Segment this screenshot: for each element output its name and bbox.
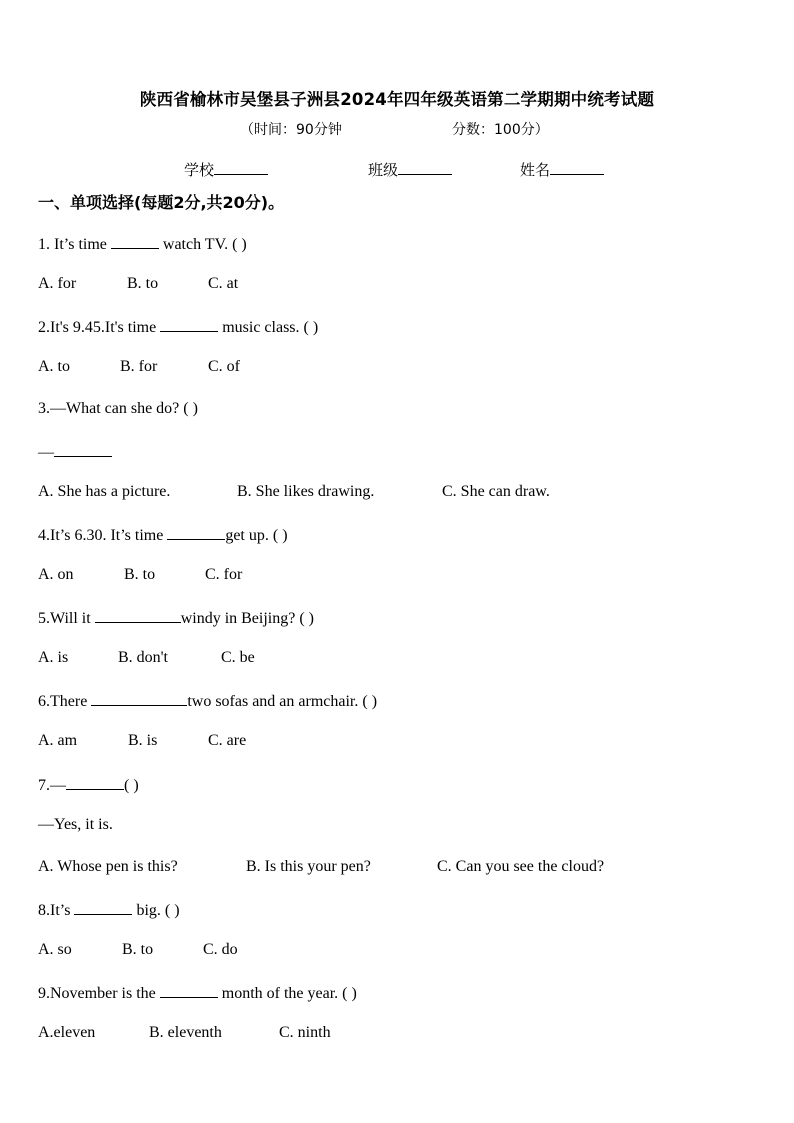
q7-text-end: ( ) bbox=[124, 777, 139, 794]
q3-option-a[interactable]: A. She has a picture. bbox=[38, 483, 171, 500]
q3-answer-line bbox=[38, 441, 112, 463]
q5-option-a[interactable]: A. is bbox=[38, 649, 69, 666]
q5-text: 5.Will it bbox=[38, 610, 95, 627]
question-7 bbox=[38, 774, 139, 796]
name-label: 姓名 bbox=[520, 161, 551, 179]
q2-blank[interactable] bbox=[160, 316, 218, 332]
q4-option-c[interactable]: C. for bbox=[205, 566, 243, 583]
q3-dash: — bbox=[38, 444, 54, 461]
q1-text-end: watch TV. ( ) bbox=[158, 236, 247, 253]
q5-text-end: windy in Beijing? ( ) bbox=[180, 610, 314, 627]
q4-text: 4.It’s 6.30. It’s time bbox=[38, 527, 168, 544]
q2-text: 2.It's 9.45.It's time bbox=[38, 319, 161, 336]
q6-option-c[interactable]: C. are bbox=[208, 732, 247, 749]
q4-text-end: get up. ( ) bbox=[225, 527, 288, 544]
q3-option-b[interactable]: B. She likes drawing. bbox=[237, 483, 375, 500]
q9-option-b[interactable]: B. eleventh bbox=[149, 1024, 222, 1041]
q8-text: 8.It’s bbox=[38, 902, 75, 919]
q1-option-a[interactable]: A. for bbox=[38, 275, 77, 292]
q8-option-c[interactable]: C. do bbox=[203, 941, 238, 958]
q2-text-end: music class. ( ) bbox=[218, 319, 319, 336]
school-blank[interactable] bbox=[214, 160, 268, 175]
q8-option-a[interactable]: A. so bbox=[38, 941, 72, 958]
name-blank[interactable] bbox=[550, 160, 604, 175]
q8-text-end: big. ( ) bbox=[132, 902, 180, 919]
question-9 bbox=[38, 982, 357, 1004]
q2-option-a[interactable]: A. to bbox=[38, 358, 70, 375]
q8-blank[interactable] bbox=[74, 899, 132, 915]
q1-blank[interactable] bbox=[111, 233, 159, 249]
q3-blank[interactable] bbox=[54, 441, 112, 457]
section-heading: 一、单项选择(每题2分,共20分)。 bbox=[38, 193, 285, 212]
q8-option-b[interactable]: B. to bbox=[122, 941, 154, 958]
q1-option-c[interactable]: C. at bbox=[208, 275, 239, 292]
q6-blank[interactable] bbox=[91, 690, 187, 706]
class-blank[interactable] bbox=[398, 160, 452, 175]
q9-blank[interactable] bbox=[160, 982, 218, 998]
q2-option-b[interactable]: B. for bbox=[120, 358, 158, 375]
q3-option-c[interactable]: C. She can draw. bbox=[442, 483, 550, 500]
class-field[interactable] bbox=[368, 159, 452, 180]
q7-option-a[interactable]: A. Whose pen is this? bbox=[38, 858, 178, 875]
q5-option-c[interactable]: C. be bbox=[221, 649, 255, 666]
q2-option-c[interactable]: C. of bbox=[208, 358, 240, 375]
school-label: 学校 bbox=[184, 161, 215, 179]
question-6 bbox=[38, 690, 377, 712]
q6-option-a[interactable]: A. am bbox=[38, 732, 78, 749]
q5-option-b[interactable]: B. don't bbox=[118, 649, 168, 666]
school-field[interactable] bbox=[184, 159, 268, 180]
q4-option-a[interactable]: A. on bbox=[38, 566, 74, 583]
q7-text: 7.— bbox=[38, 777, 66, 794]
exam-time: （时间：90分钟 bbox=[240, 122, 342, 138]
name-field[interactable] bbox=[520, 159, 604, 180]
q5-blank[interactable] bbox=[95, 607, 181, 623]
question-5 bbox=[38, 607, 314, 629]
q1-text: 1. It’s time bbox=[38, 236, 111, 253]
question-3: 3.—What can she do? ( ) bbox=[38, 400, 198, 417]
question-4 bbox=[38, 524, 288, 546]
q1-option-b[interactable]: B. to bbox=[127, 275, 159, 292]
question-1 bbox=[38, 233, 247, 255]
q9-option-a[interactable]: A.eleven bbox=[38, 1024, 96, 1041]
q4-option-b[interactable]: B. to bbox=[124, 566, 156, 583]
q9-text: 9.November is the bbox=[38, 985, 160, 1002]
question-8 bbox=[38, 899, 180, 921]
class-label: 班级 bbox=[368, 161, 399, 179]
exam-title: 陕西省榆林市吴堡县子洲县2024年四年级英语第二学期期中统考试题 bbox=[139, 90, 655, 109]
q7-reply: —Yes, it is. bbox=[38, 816, 113, 833]
q7-blank[interactable] bbox=[66, 774, 124, 790]
q9-option-c[interactable]: C. ninth bbox=[279, 1024, 331, 1041]
exam-score: 分数：100分） bbox=[452, 122, 549, 138]
q6-option-b[interactable]: B. is bbox=[128, 732, 158, 749]
q9-text-end: month of the year. ( ) bbox=[217, 985, 357, 1002]
q4-blank[interactable] bbox=[167, 524, 225, 540]
q6-text-end: two sofas and an armchair. ( ) bbox=[187, 693, 378, 710]
q7-option-c[interactable]: C. Can you see the cloud? bbox=[437, 858, 605, 875]
q7-option-b[interactable]: B. Is this your pen? bbox=[246, 858, 371, 875]
question-2 bbox=[38, 316, 318, 338]
q6-text: 6.There bbox=[38, 693, 92, 710]
